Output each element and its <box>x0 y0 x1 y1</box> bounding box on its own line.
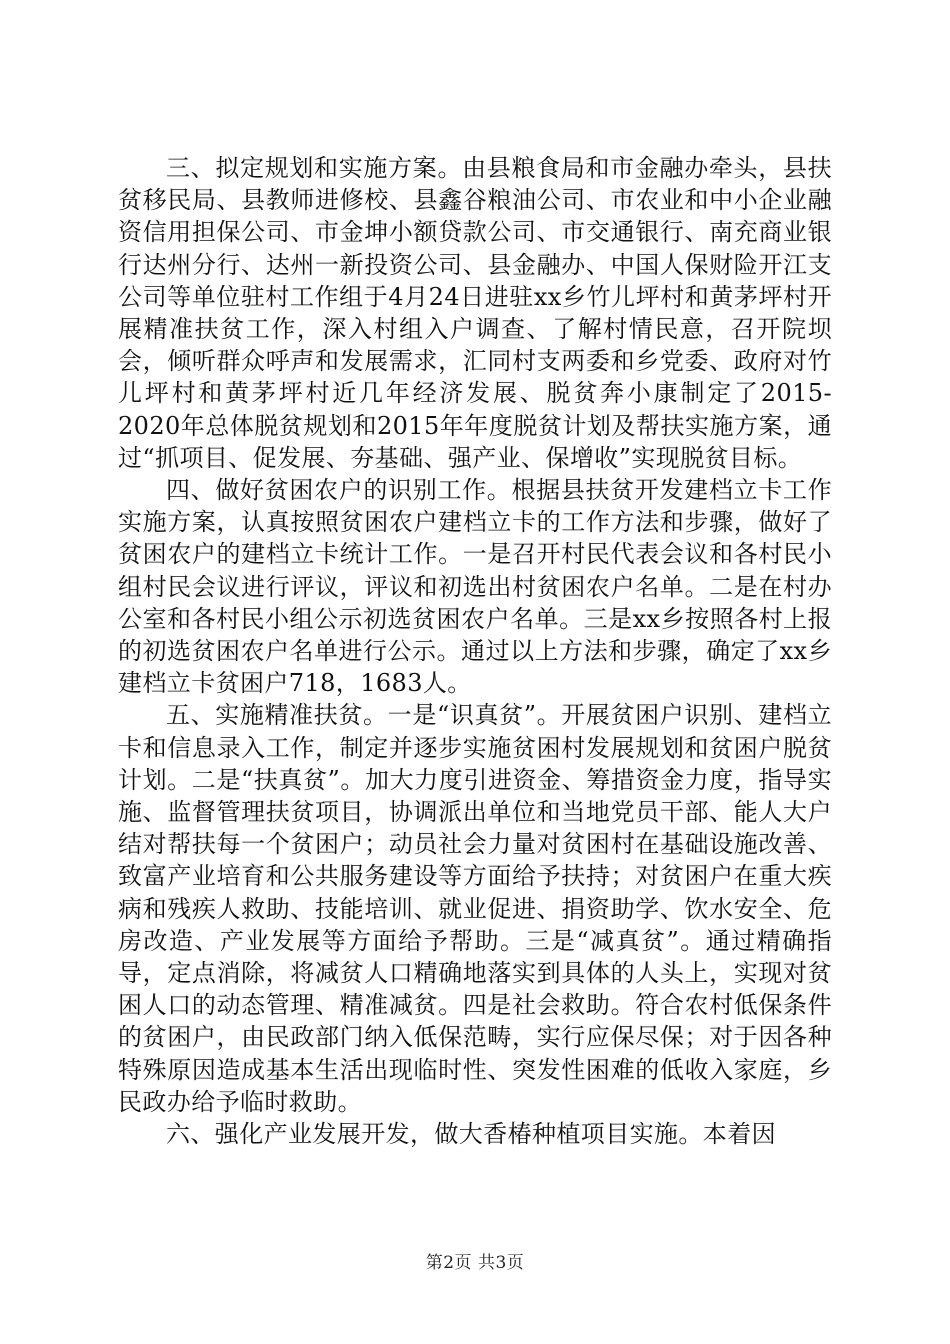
paragraph-precision-poverty: 五、实施精准扶贫。一是“识真贫”。开展贫困户识别、建档立卡和信息录入工作，制定并逐步实施贫困村发展规划和贫困户脱贫计划。二是“扶真贫”。加大力度引进资金、筹措资金力度，指导实施、监督管理扶贫项目，协调派出单位和当地党员干部、能人大户结对帮扶每一个贫困户；动员社会力量对贫困村在基础设施改善、致富产业培育和公共服务建设等方面给予扶持；对贫困户在重大疾病和残疾人救助、技能培训、就业促进、捐资助学、饮水安全、危房改造、产业发展等方面给予帮助。三是“减真贫”。通过精确指导，定点消除，将减贫人口精确地落实到具体的人头上，实现对贫困人口的动态管理、精准减贫。四是社会救助。符合农村低保条件的贫困户，由民政部门纳入低保范畴，实行应保尽保；对于因各种特殊原因造成基本生活出现临时性、突发性困难的低收入家庭，乡民政办给予临时救助。 <box>118 701 832 1116</box>
paragraph-industry: 六、强化产业发展开发，做大香椿种植项目实施。本着因 <box>166 1120 776 1149</box>
page-number-footer: 第2页 共3页 <box>425 1253 525 1273</box>
paragraph-planning: 三、拟定规划和实施方案。由县粮食局和市金融办牵头，县扶贫移民局、县教师进修校、县鑫谷粮油公司、市农业和中小企业融资信用担保公司、市金坤小额贷款公司、市交通银行、南充商业银行达州分行、达州一新投资公司、县金融办、中国人保财险开江支公司等单位驻村工作组于4月24日进驻xx乡竹儿坪村和黄茅坪村开展精准扶贫工作，深入村组入户调查、了解村情民意，召开院坝会，倾听群众呼声和发展需求，汇同村支两委和乡党委、政府对竹儿坪村和黄茅坪村近几年经济发展、脱贫奔小康制定了2015-2020年总体脱贫规划和2015年年度脱贫计划及帮扶实施方案，通过“抓项目、促发展、夯基础、强产业、保增收”实现脱贫目标。 <box>118 154 832 472</box>
document-body <box>118 152 832 1150</box>
paragraph-identification: 四、做好贫困农户的识别工作。根据县扶贫开发建档立卡工作实施方案，认真按照贫困农户建档立卡的工作方法和步骤，做好了贫困农户的建档立卡统计工作。一是召开村民代表会议和各村民小组村民会议进行评议，评议和初选出村贫困农户名单。二是在村办公室和各村民小组公示初选贫困农户名单。三是xx乡按照各村上报的初选贫困农户名单进行公示。通过以上方法和步骤，确定了xx乡建档立卡贫困户718，1683人。 <box>118 476 832 698</box>
